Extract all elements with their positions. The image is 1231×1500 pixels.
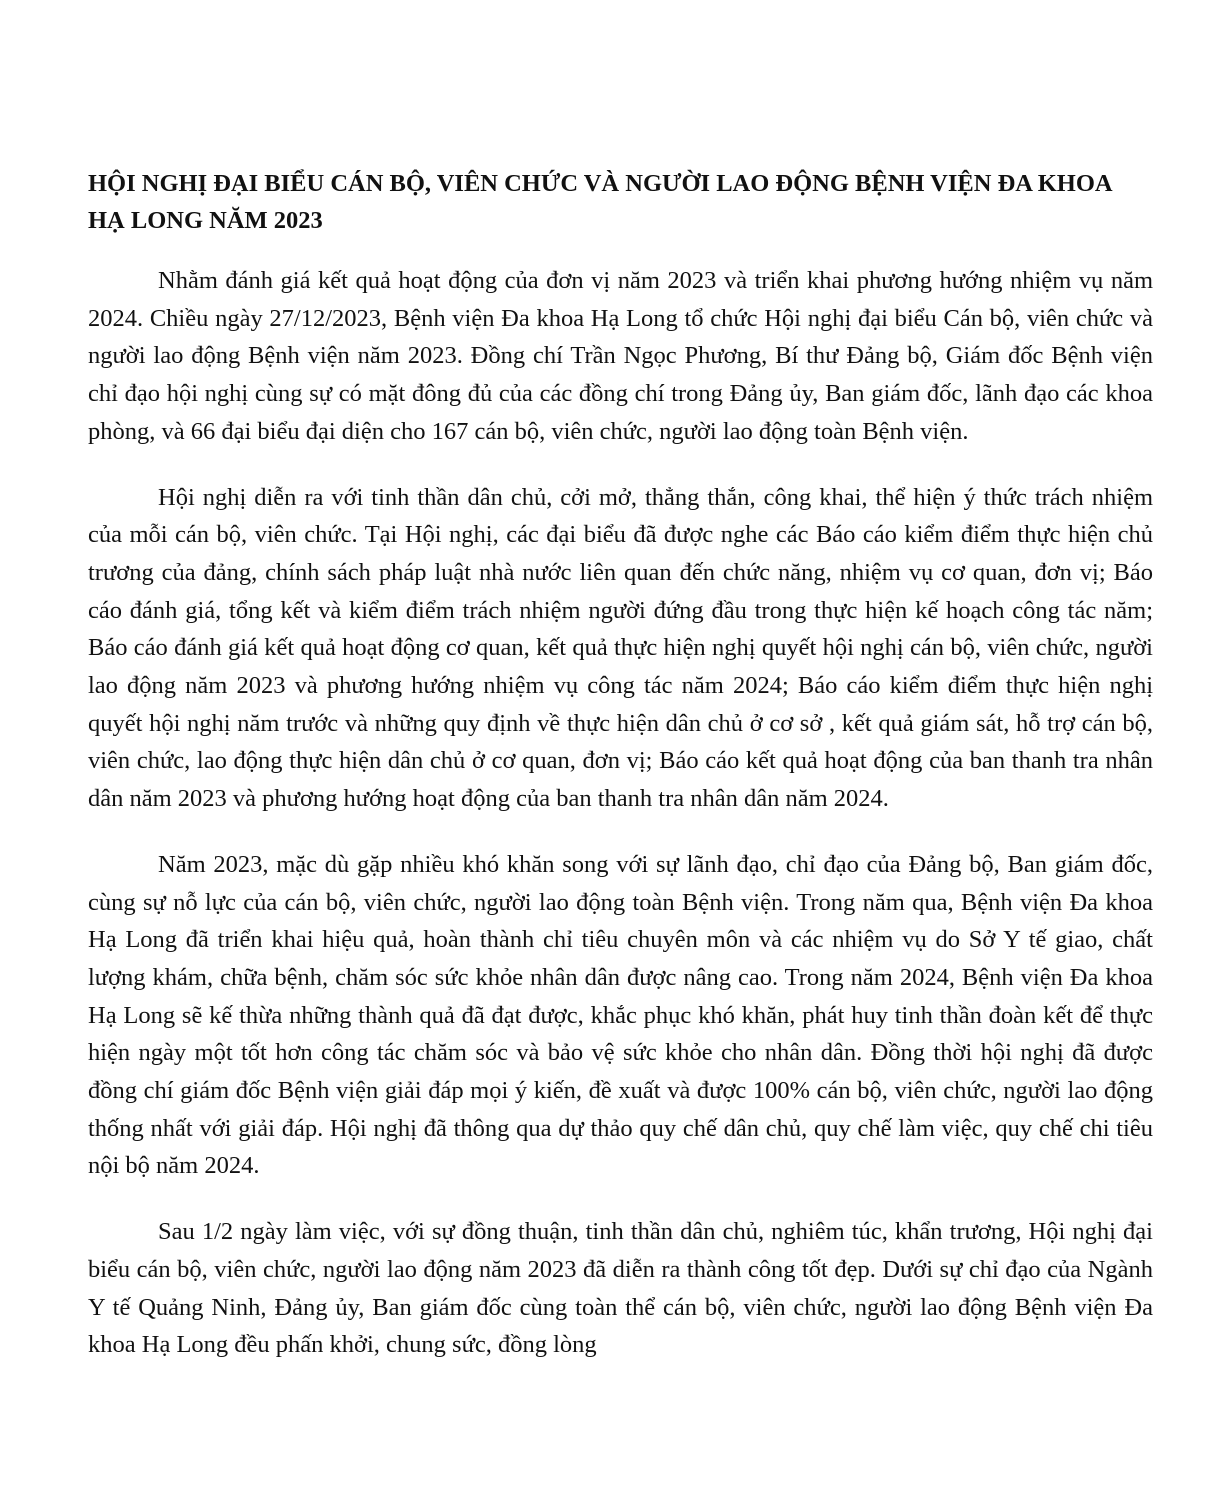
document-body bbox=[88, 165, 1153, 1392]
paragraph-3: Năm 2023, mặc dù gặp nhiều khó khăn song với sự lãnh đạo, chỉ đạo của Đảng bộ, Ban giám đốc, cùng sự nỗ lực của cán bộ, viên chức, người lao động toàn Bệnh viện. Trong năm qua, Bệnh viện Đa khoa Hạ Long đã triển khai hiệu quả, hoàn thành chỉ tiêu chuyên môn và các nhiệm vụ do Sở Y tế giao, chất lượng khám, chữa bệnh, chăm sóc sức khỏe nhân dân được nâng cao. Trong năm 2024, Bệnh viện Đa khoa Hạ Long sẽ kế thừa những thành quả đã đạt được, khắc phục khó khăn, phát huy tinh thần đoàn kết để thực hiện ngày một tốt hơn công tác chăm sóc và bảo vệ sức khỏe cho nhân dân. Đồng thời hội nghị đã được đồng chí giám đốc Bệnh viện giải đáp mọi ý kiến, đề xuất và được 100% cán bộ, viên chức, người lao động thống nhất với giải đáp. Hội nghị đã thông qua dự thảo quy chế dân chủ, quy chế làm việc, quy chế chi tiêu nội bộ năm 2024. bbox=[88, 850, 1153, 1180]
document-title: HỘI NGHỊ ĐẠI BIỂU CÁN BỘ, VIÊN CHỨC VÀ NGƯỜI LAO ĐỘNG BỆNH VIỆN ĐA KHOA HẠ LONG NĂM 2023 bbox=[88, 170, 1112, 234]
paragraph-2: Hội nghị diễn ra với tinh thần dân chủ, cởi mở, thẳng thắn, công khai, thể hiện ý thức trách nhiệm của mỗi cán bộ, viên chức. Tại Hội nghị, các đại biểu đã được nghe các Báo cáo kiểm điểm thực hiện chủ trương của đảng, chính sách pháp luật nhà nước liên quan đến chức năng, nhiệm vụ cơ quan, đơn vị; Báo cáo đánh giá, tổng kết và kiểm điểm trách nhiệm người đứng đầu trong thực hiện kế hoạch công tác năm; Báo cáo đánh giá kết quả hoạt động cơ quan, kết quả thực hiện nghị quyết hội nghị cán bộ, viên chức, người lao động năm 2023 và phương hướng nhiệm vụ công tác năm 2024; Báo cáo kiểm điểm thực hiện nghị quyết hội nghị năm trước và những quy định về thực hiện dân chủ ở cơ sở , kết quả giám sát, hỗ trợ cán bộ, viên chức, lao động thực hiện dân chủ ở cơ quan, đơn vị; Báo cáo kết quả hoạt động của ban thanh tra nhân dân năm 2023 và phương hướng hoạt động của ban thanh tra nhân dân năm 2024. bbox=[88, 483, 1153, 813]
paragraph-4: Sau 1/2 ngày làm việc, với sự đồng thuận, tinh thần dân chủ, nghiêm túc, khẩn trương, Hội nghị đại biểu cán bộ, viên chức, người lao động năm 2023 đã diễn ra thành công tốt đẹp. Dưới sự chỉ đạo của Ngành Y tế Quảng Ninh, Đảng ủy, Ban giám đốc cùng toàn thể cán bộ, viên chức, người lao động Bệnh viện Đa khoa Hạ Long đều phấn khởi, chung sức, đồng lòng bbox=[88, 1218, 1153, 1359]
paragraph-1: Nhằm đánh giá kết quả hoạt động của đơn vị năm 2023 và triển khai phương hướng nhiệm vụ năm 2024. Chiều ngày 27/12/2023, Bệnh viện Đa khoa Hạ Long tổ chức Hội nghị đại biểu Cán bộ, viên chức và người lao động Bệnh viện năm 2023. Đồng chí Trần Ngọc Phương, Bí thư Đảng bộ, Giám đốc Bệnh viện chỉ đạo hội nghị cùng sự có mặt đông đủ của các đồng chí trong Đảng ủy, Ban giám đốc, lãnh đạo các khoa phòng, và 66 đại biểu đại diện cho 167 cán bộ, viên chức, người lao động toàn Bệnh viện. bbox=[88, 267, 1153, 445]
